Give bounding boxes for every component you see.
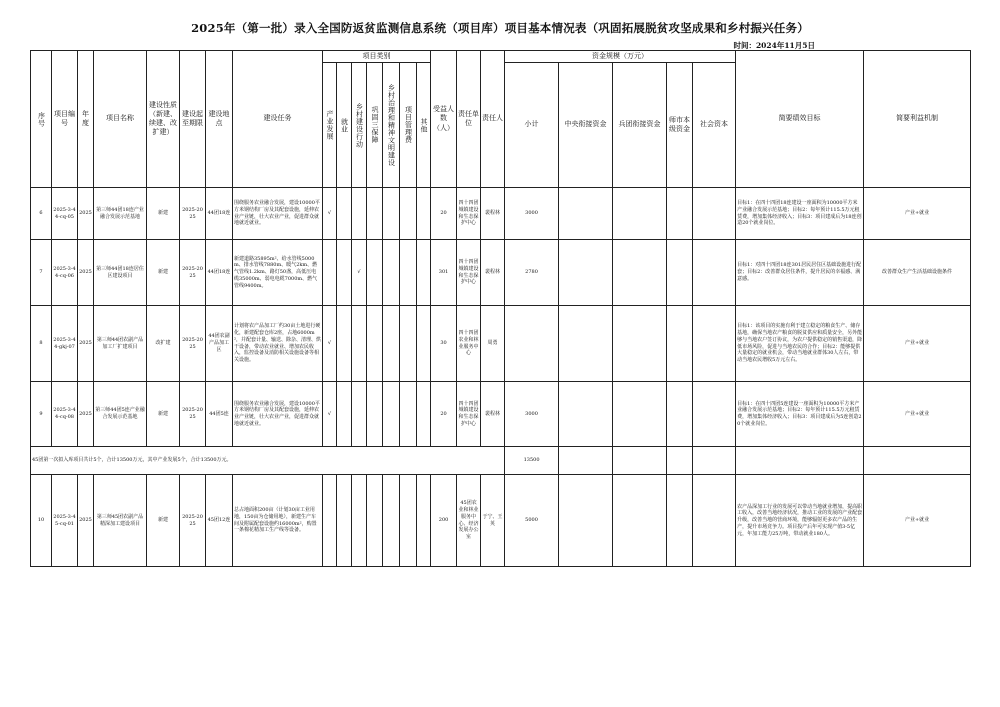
row-people: 200: [431, 475, 457, 567]
row-task: 计划将农产品加工厂约30亩土地进行硬化，新建配套仓库2座，占地6000m²，并配套计量、输送、除杂、清理、烘干设备，带动农业就业、增加农民收入，监控设备及消防相关设施设备等相关设施。: [233, 306, 323, 382]
row-category-cell: [400, 188, 417, 240]
summary-subtotal: 13500: [505, 447, 559, 475]
row-benefit: 产业+就业: [864, 306, 971, 382]
document-date: 时间：2024年11月5日: [733, 41, 815, 50]
row-funds-cell: [559, 240, 613, 306]
row-benefit: 产业+就业: [864, 382, 971, 447]
row-funds-cell: [559, 382, 613, 447]
row-person: 裴程林: [481, 188, 505, 240]
summary-empty-cell: [864, 447, 971, 475]
row-funds-cell: [559, 188, 613, 240]
row-category-cell: [400, 382, 417, 447]
row-funds-cell: [667, 240, 693, 306]
row-category-cell: √: [323, 382, 337, 447]
row-funds-cell: [613, 188, 667, 240]
row-code: 2025-3-44-gkj-07: [52, 306, 78, 382]
header-funds: 兵团衔接资金: [613, 63, 667, 188]
row-year: 2025: [78, 475, 94, 567]
row-period: 2025-2025: [180, 475, 206, 567]
row-period: 2025-2025: [180, 382, 206, 447]
row-nature: 新建: [147, 382, 180, 447]
header-category: 乡村建设行动: [352, 63, 367, 188]
row-funds-cell: [613, 240, 667, 306]
row-goal: 目标1：在四十四团5连建设一座面积为10000平方米产业融合发展示范基地；目标2：每年预计115.5万元租赁费，增加集体经济收入；目标3：项目建成后为5连创造20个就业岗位。: [736, 382, 864, 447]
table-row: [31, 306, 971, 382]
row-subtotal: [505, 306, 559, 382]
row-seq: 6: [31, 188, 52, 240]
header-seq: 序号: [31, 51, 52, 188]
row-category-cell: [417, 382, 431, 447]
row-place: 44团5连: [206, 382, 233, 447]
row-person: 裴程林: [481, 382, 505, 447]
header-funds: 社会资本: [693, 63, 736, 188]
row-category-cell: [337, 475, 352, 567]
row-period: 2025-2025: [180, 240, 206, 306]
header-category-group: 项目类别: [323, 51, 431, 63]
row-benefit: 产业+就业: [864, 188, 971, 240]
row-funds-cell: [613, 306, 667, 382]
row-period: 2025-2025: [180, 188, 206, 240]
summary-row: [31, 447, 971, 475]
row-funds-cell: [693, 306, 736, 382]
row-code: 2025-3-44-cq-05: [52, 188, 78, 240]
row-goal: 目标1：在四十四团18连建设一座面积为10000平方米产业融合发展示范基地；目标2：每年预计115.5万元租赁费，增加集体经济收入；目标3：项目建成后为18连创造20个就业岗位。: [736, 188, 864, 240]
row-category-cell: [383, 382, 400, 447]
header-funds: 中央衔接资金: [559, 63, 613, 188]
row-category-cell: [367, 240, 383, 306]
row-category-cell: [337, 382, 352, 447]
row-seq: 7: [31, 240, 52, 306]
row-funds-cell: [613, 382, 667, 447]
summary-empty-cell: [613, 447, 667, 475]
row-code: 2025-3-45-cq-01: [52, 475, 78, 567]
row-place: 44团18连: [206, 188, 233, 240]
header-beneficiaries: 受益人数（人）: [431, 51, 457, 188]
header-funds-group: 资金规模（万元）: [505, 51, 736, 63]
row-people: 20: [431, 382, 457, 447]
row-unit: 四十四团农业和林业服务中心: [457, 306, 481, 382]
header-category: 就业: [337, 63, 352, 188]
header-benefit: 简要利益机制: [864, 51, 971, 188]
row-nature: 新建: [147, 475, 180, 567]
row-category-cell: [400, 240, 417, 306]
header-name: 项目名称: [94, 51, 147, 188]
row-benefit: 产业+就业: [864, 475, 971, 567]
row-funds-cell: [613, 475, 667, 567]
row-name: 第三师44团18连居住区建设项目: [94, 240, 147, 306]
row-funds-cell: [693, 475, 736, 567]
row-benefit: 改善群众生产生活基础设施条件: [864, 240, 971, 306]
project-table: [30, 50, 971, 567]
row-funds-cell: [693, 382, 736, 447]
row-category-cell: [323, 240, 337, 306]
row-category-cell: √: [323, 188, 337, 240]
row-category-cell: [417, 306, 431, 382]
row-subtotal: 3000: [505, 188, 559, 240]
row-category-cell: [367, 188, 383, 240]
row-category-cell: [337, 306, 352, 382]
row-category-cell: [323, 475, 337, 567]
row-nature: 新建: [147, 188, 180, 240]
header-nature: 建设性质（新建、续建、改扩建）: [147, 51, 180, 188]
table-row: [31, 240, 971, 306]
row-category-cell: [417, 240, 431, 306]
row-code: 2025-3-44-cq-08: [52, 382, 78, 447]
header-code: 项目编号: [52, 51, 78, 188]
row-category-cell: [417, 188, 431, 240]
row-category-cell: [337, 188, 352, 240]
row-unit: 四十四团城镇建设和生态保护中心: [457, 382, 481, 447]
row-category-cell: √: [323, 306, 337, 382]
row-nature: 改扩建: [147, 306, 180, 382]
header-category: 其他: [417, 63, 431, 188]
header-task: 建设任务: [233, 51, 323, 188]
row-category-cell: [352, 475, 367, 567]
row-unit: 45团农业和林业服务中心、经济发展办公室: [457, 475, 481, 567]
header-category: 巩固三保障: [367, 63, 383, 188]
row-name: 第三师44团农副产品加工厂扩建项目: [94, 306, 147, 382]
row-category-cell: [352, 188, 367, 240]
row-person: 裴程林: [481, 240, 505, 306]
header-category: 乡村治理和精神文明建设: [383, 63, 400, 188]
row-person: 于宁、王英: [481, 475, 505, 567]
header-year: 年度: [78, 51, 94, 188]
row-year: 2025: [78, 240, 94, 306]
row-category-cell: [367, 306, 383, 382]
table-row: [31, 382, 971, 447]
row-category-cell: [400, 306, 417, 382]
row-subtotal: 5000: [505, 475, 559, 567]
row-category-cell: √: [352, 240, 367, 306]
header-place: 建设地点: [206, 51, 233, 188]
row-name: 第三师44团5连产业融合发展示范基地: [94, 382, 147, 447]
row-seq: 10: [31, 475, 52, 567]
row-subtotal: 3000: [505, 382, 559, 447]
row-category-cell: [337, 240, 352, 306]
row-year: 2025: [78, 382, 94, 447]
row-name: 第三师44团18连产业融合发展示范基地: [94, 188, 147, 240]
row-funds-cell: [667, 188, 693, 240]
row-category-cell: [400, 475, 417, 567]
row-category-cell: [417, 475, 431, 567]
row-place: 45团12连: [206, 475, 233, 567]
row-category-cell: [367, 475, 383, 567]
header-category: 产业发展: [323, 63, 337, 188]
row-people: 30: [431, 306, 457, 382]
row-funds-cell: [559, 475, 613, 567]
row-category-cell: [383, 475, 400, 567]
row-funds-cell: [667, 475, 693, 567]
row-name: 第三师45团农副产品精深加工建设项目: [94, 475, 147, 567]
row-seq: 9: [31, 382, 52, 447]
table-row: [31, 475, 971, 567]
row-funds-cell: [559, 306, 613, 382]
row-funds-cell: [667, 306, 693, 382]
row-people: 20: [431, 188, 457, 240]
row-code: 2025-3-44-cq-06: [52, 240, 78, 306]
header-goal: 简要绩效目标: [736, 51, 864, 188]
summary-empty-cell: [693, 447, 736, 475]
row-category-cell: [383, 306, 400, 382]
row-goal: 农产品深加工行业的发展可以带动当地就业增加，提高职工收入，改善当地经济状况，推动工业的发展的产业配套升级，改善当地的营商环境，能够辐射更多农产品的生产，提升市场竞争力。项目投产后年可实现产值3-5亿元，年加工能力25万吨，带动就业180人。: [736, 475, 864, 567]
row-funds-cell: [693, 240, 736, 306]
row-task: 新建道路35895m²、给水管线5000m、排水管线7880m、暖气2km、燃气管线1.2km、路灯50盏，高低压电缆35000m、弱电电缆7000m、燃气管线9400m。: [233, 240, 323, 306]
row-goal: 目标1：对四十四团18连301居民居住区基础设施进行配套；目标2：改善群众居住条件，提升居民的幸福感、满意感。: [736, 240, 864, 306]
row-subtotal: 2780: [505, 240, 559, 306]
row-goal: 目标1：该项目的实施有利于建立稳定的粮食生产、储存基地，确保当地农产粮食的脱贫供应和质量安全，另外能够与当地农户签订协议，为农户提供稳定的销售渠道，降低市场风险，促进与当地农民的合作；目标2：能够提供大量稳定的就业机会，带动当地就业群体30人左右，带动当地农民增收5万元左右。: [736, 306, 864, 382]
header-category: 项目管理费: [400, 63, 417, 188]
header-funds: 师市本级资金: [667, 63, 693, 188]
summary-text: 45团第一次拟入库项目共计5个，合计13500万元，其中产业发展5个，合计13500万元。: [31, 447, 505, 475]
row-place: 44团农副产品加工区: [206, 306, 233, 382]
row-task: 总占地面积200亩（计划30亩工业用地，150亩为仓储用地），新建生产车间及附属配套设施约16000m²，购置一条棉花精加工生产线等设备。: [233, 475, 323, 567]
row-category-cell: [383, 188, 400, 240]
document-title: 2025年（第一批）录入全国防返贫监测信息系统（项目库）项目基本情况表（巩固拓展脱贫攻坚成果和乡村振兴任务）: [191, 21, 809, 35]
row-unit: 四十四团城镇建设和生态保护中心: [457, 240, 481, 306]
row-seq: 8: [31, 306, 52, 382]
table-row: [31, 188, 971, 240]
row-category-cell: [367, 382, 383, 447]
row-funds-cell: [693, 188, 736, 240]
row-unit: 四十四团城镇建设和生态保护中心: [457, 188, 481, 240]
header-person: 责任人: [481, 51, 505, 188]
row-task: 围绕服务农业融合发展，建设10000平方米钢结构厂房及其配套设施，延伸农业产业链，壮大农业产业，促进群众就地就近就业。: [233, 188, 323, 240]
row-nature: 新建: [147, 240, 180, 306]
header-funds: 小计: [505, 63, 559, 188]
header-unit: 责任单位: [457, 51, 481, 188]
row-year: 2025: [78, 188, 94, 240]
row-category-cell: [352, 306, 367, 382]
row-category-cell: [383, 240, 400, 306]
row-funds-cell: [667, 382, 693, 447]
summary-empty-cell: [736, 447, 864, 475]
row-period: 2025-2025: [180, 306, 206, 382]
summary-empty-cell: [667, 447, 693, 475]
summary-empty-cell: [559, 447, 613, 475]
row-category-cell: [352, 382, 367, 447]
row-place: 44团18连: [206, 240, 233, 306]
row-year: 2025: [78, 306, 94, 382]
header-period: 建设起至期限: [180, 51, 206, 188]
row-people: 301: [431, 240, 457, 306]
row-task: 围绕服务农业融合发展，建设10000平方米钢结构厂房及其配套设施，延伸农业产业链，壮大农业产业，促进群众就地就近就业。: [233, 382, 323, 447]
row-person: 周勇: [481, 306, 505, 382]
